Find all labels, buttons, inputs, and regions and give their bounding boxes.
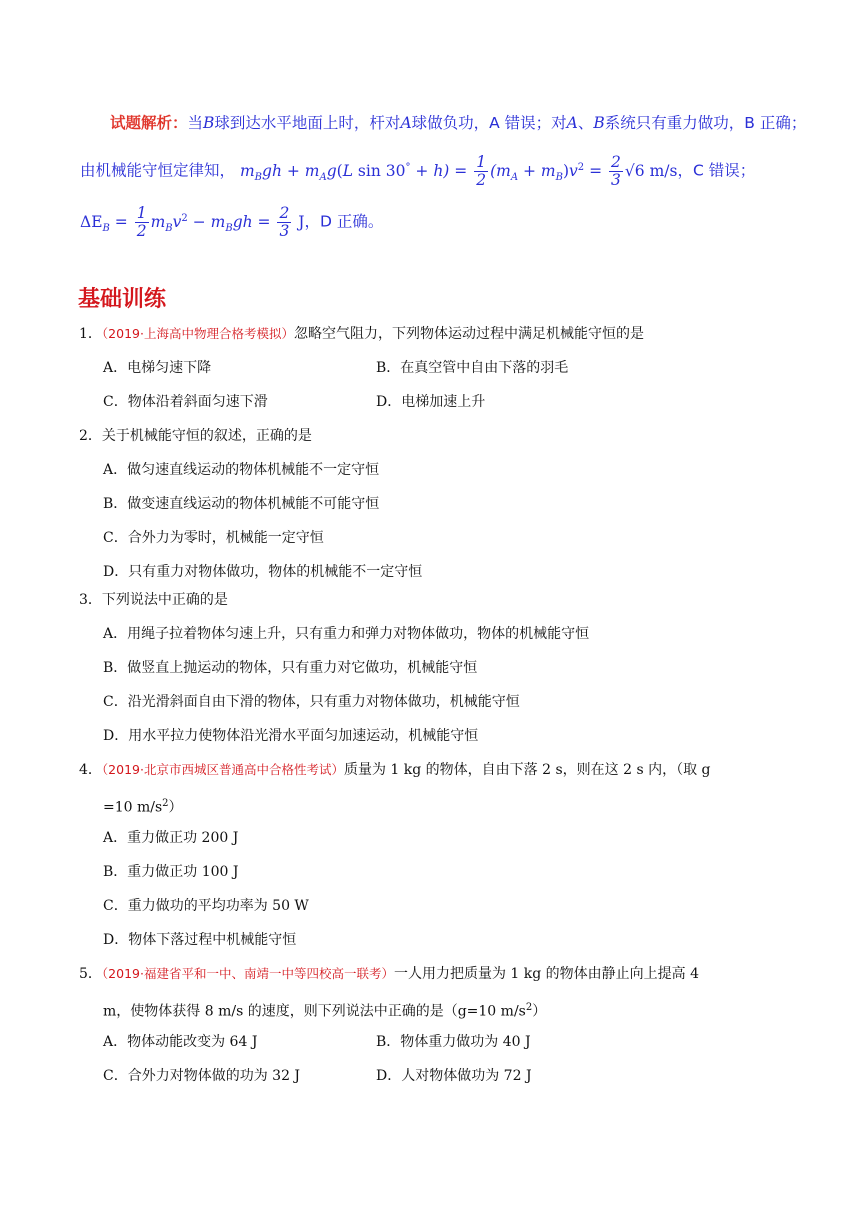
question-4-option-a: A．重力做正功 200 J (103, 830, 239, 846)
question-1-option-d: D．电梯加速上升 (376, 394, 486, 410)
eq-equals: = (584, 161, 608, 180)
question-source: （2019·福建省平和一中、南靖一中等四校高一联考） (101, 966, 394, 981)
frac-den: 2 (136, 222, 147, 240)
eq-degree: ° (405, 161, 411, 173)
eq-sin: sin 30 (353, 161, 406, 180)
question-stem: =10 m/s (103, 799, 163, 816)
question-3-option-b: B．做竖直上抛运动的物体，只有重力对它做功，机械能守恒 (103, 660, 478, 676)
question-4-stem (79, 761, 711, 779)
question-3-option-c: C．沿光滑斜面自由下滑的物体，只有重力对物体做功，机械能守恒 (103, 694, 520, 710)
question-source: （2019·北京市西城区普通高中合格性考试） (101, 762, 344, 777)
question-5-option-a: A．物体动能改变为 64 J (103, 1034, 258, 1050)
question-5-stem (79, 965, 699, 983)
eq-unit: m/s (644, 161, 678, 180)
question-2-option-c: C．合外力为零时，机械能一定守恒 (103, 530, 324, 546)
eq-gh: gh (262, 161, 282, 180)
question-2-stem (79, 427, 312, 445)
question-stem: ） (532, 1003, 547, 1020)
question-2-option-d: D．只有重力对物体做功，物体的机械能不一定守恒 (103, 564, 423, 580)
question-3-option-d: D．用水平拉力使物体沿光滑水平面匀加速运动，机械能守恒 (103, 728, 479, 744)
frac-num: 1 (476, 153, 487, 171)
question-number: 4． (79, 762, 102, 778)
eq-sub: B (555, 171, 563, 183)
question-5-option-d: D．人对物体做功为 72 J (376, 1068, 532, 1084)
question-1-option-c: C．物体沿着斜面匀速下滑 (103, 394, 268, 410)
eq-sub: A (510, 171, 519, 183)
eq-plus: + (281, 161, 305, 180)
question-2-option-a: A．做匀速直线运动的物体机械能不一定守恒 (103, 462, 380, 478)
analysis-line-3 (80, 205, 383, 240)
question-5-option-b: B．物体重力做功为 40 J (376, 1034, 531, 1050)
analysis-text: 球到达水平地面上时，杆对 (214, 114, 401, 132)
eq-sub: B (102, 222, 110, 234)
eq-g: g (326, 161, 337, 180)
eq-square: 2 (577, 161, 585, 173)
fraction-one-half (135, 205, 149, 240)
analysis-text: 当 (187, 114, 204, 132)
eq-sqrt6: √6 (624, 161, 645, 180)
question-1-option-a: A．电梯匀速下降 (103, 360, 212, 376)
analysis-text: 球做负功，A 错误；对 (411, 114, 567, 132)
question-number: 5． (79, 966, 102, 982)
question-1-stem (79, 325, 644, 343)
question-number: 3． (79, 592, 102, 608)
frac-num: 2 (611, 153, 621, 171)
eq-equals: = (109, 212, 133, 231)
analysis-text: ，C 错误； (677, 161, 756, 180)
question-4-option-d: D．物体下落过程中机械能守恒 (103, 932, 297, 948)
question-stem: 忽略空气阻力，下列物体运动过程中满足机械能守恒的是 (293, 326, 644, 342)
eq-plus-h: + h) (410, 161, 450, 180)
eq-sub: B (165, 222, 173, 234)
frac-den: 3 (279, 222, 290, 240)
fraction-two-thirds (609, 154, 623, 189)
eq-v: v (172, 212, 182, 231)
fraction-two-thirds (277, 205, 291, 240)
eq-gh: gh (232, 212, 253, 231)
question-stem: ） (168, 799, 183, 816)
frac-den: 2 (476, 171, 487, 189)
section-title: 基础训练 (78, 287, 167, 312)
equation-delta-energy (80, 204, 305, 240)
eq-sub: A (319, 171, 327, 183)
var-b: B (593, 114, 605, 132)
eq-m: (m (490, 161, 511, 180)
question-source: （2019·上海高中物理合格考模拟） (101, 326, 294, 341)
question-5-option-c: C．合外力对物体做的功为 32 J (103, 1068, 301, 1084)
analysis-text: 系统只有重力做功，B 正确； (604, 114, 807, 132)
eq-delta-e: ΔE (80, 212, 103, 231)
eq-v: v (569, 161, 578, 180)
analysis-line-1 (110, 116, 806, 132)
frac-den: 3 (611, 171, 621, 189)
analysis-text: 由机械能守恒定律知， (80, 161, 236, 180)
eq-m: + m (518, 161, 556, 180)
analysis-text: 、 (577, 114, 594, 132)
eq-sub: B (225, 222, 233, 234)
superscript: 2 (162, 798, 169, 809)
eq-l: L (342, 161, 353, 180)
equation-energy-conservation (239, 153, 678, 189)
var-a: A (566, 114, 578, 132)
frac-num: 1 (136, 204, 147, 222)
eq-paren: ( (336, 161, 343, 180)
eq-m: m (150, 212, 166, 231)
question-4-option-c: C．重力做功的平均功率为 50 W (103, 898, 309, 914)
question-1-option-b: B．在真空管中自由下落的羽毛 (376, 360, 569, 376)
eq-equals: = (252, 212, 276, 231)
question-number: 1． (79, 326, 102, 342)
frac-num: 2 (279, 204, 290, 222)
eq-sub: B (254, 171, 263, 183)
var-b: B (203, 114, 215, 132)
eq-unit: J (293, 212, 305, 231)
analysis-label: 试题解析： (110, 114, 188, 132)
analysis-text: ，D 正确。 (304, 212, 384, 231)
question-4-stem-continued (103, 795, 183, 817)
eq-m: m (239, 161, 255, 180)
eq-paren: ) (562, 161, 570, 180)
question-stem: 一人用力把质量为 1 kg 的物体由静止向上提高 4 (393, 966, 700, 982)
superscript: 2 (525, 1002, 533, 1013)
eq-minus-m: − m (187, 212, 226, 231)
question-stem: 下列说法中正确的是 (101, 592, 228, 608)
var-a: A (400, 114, 412, 132)
question-2-option-b: B．做变速直线运动的物体机械能不可能守恒 (103, 496, 380, 512)
question-stem: 关于机械能守恒的叙述，正确的是 (101, 428, 312, 444)
eq-equals: = (449, 161, 473, 180)
analysis-line-2 (80, 154, 755, 189)
question-number: 2． (79, 428, 102, 444)
question-stem: m，使物体获得 8 m/s 的速度，则下列说法中正确的是（g=10 m/s (103, 1003, 526, 1020)
question-3-option-a: A．用绳子拉着物体匀速上升，只有重力和弹力对物体做功，物体的机械能守恒 (103, 626, 590, 642)
question-5-stem-continued (103, 999, 546, 1021)
fraction-one-half (474, 154, 488, 189)
question-3-stem (79, 591, 228, 609)
question-4-option-b: B．重力做正功 100 J (103, 864, 239, 880)
eq-square: 2 (181, 212, 188, 224)
eq-m: m (304, 161, 320, 180)
question-stem: 质量为 1 kg 的物体，自由下落 2 s，则在这 2 s 内，（取 g (343, 762, 711, 778)
